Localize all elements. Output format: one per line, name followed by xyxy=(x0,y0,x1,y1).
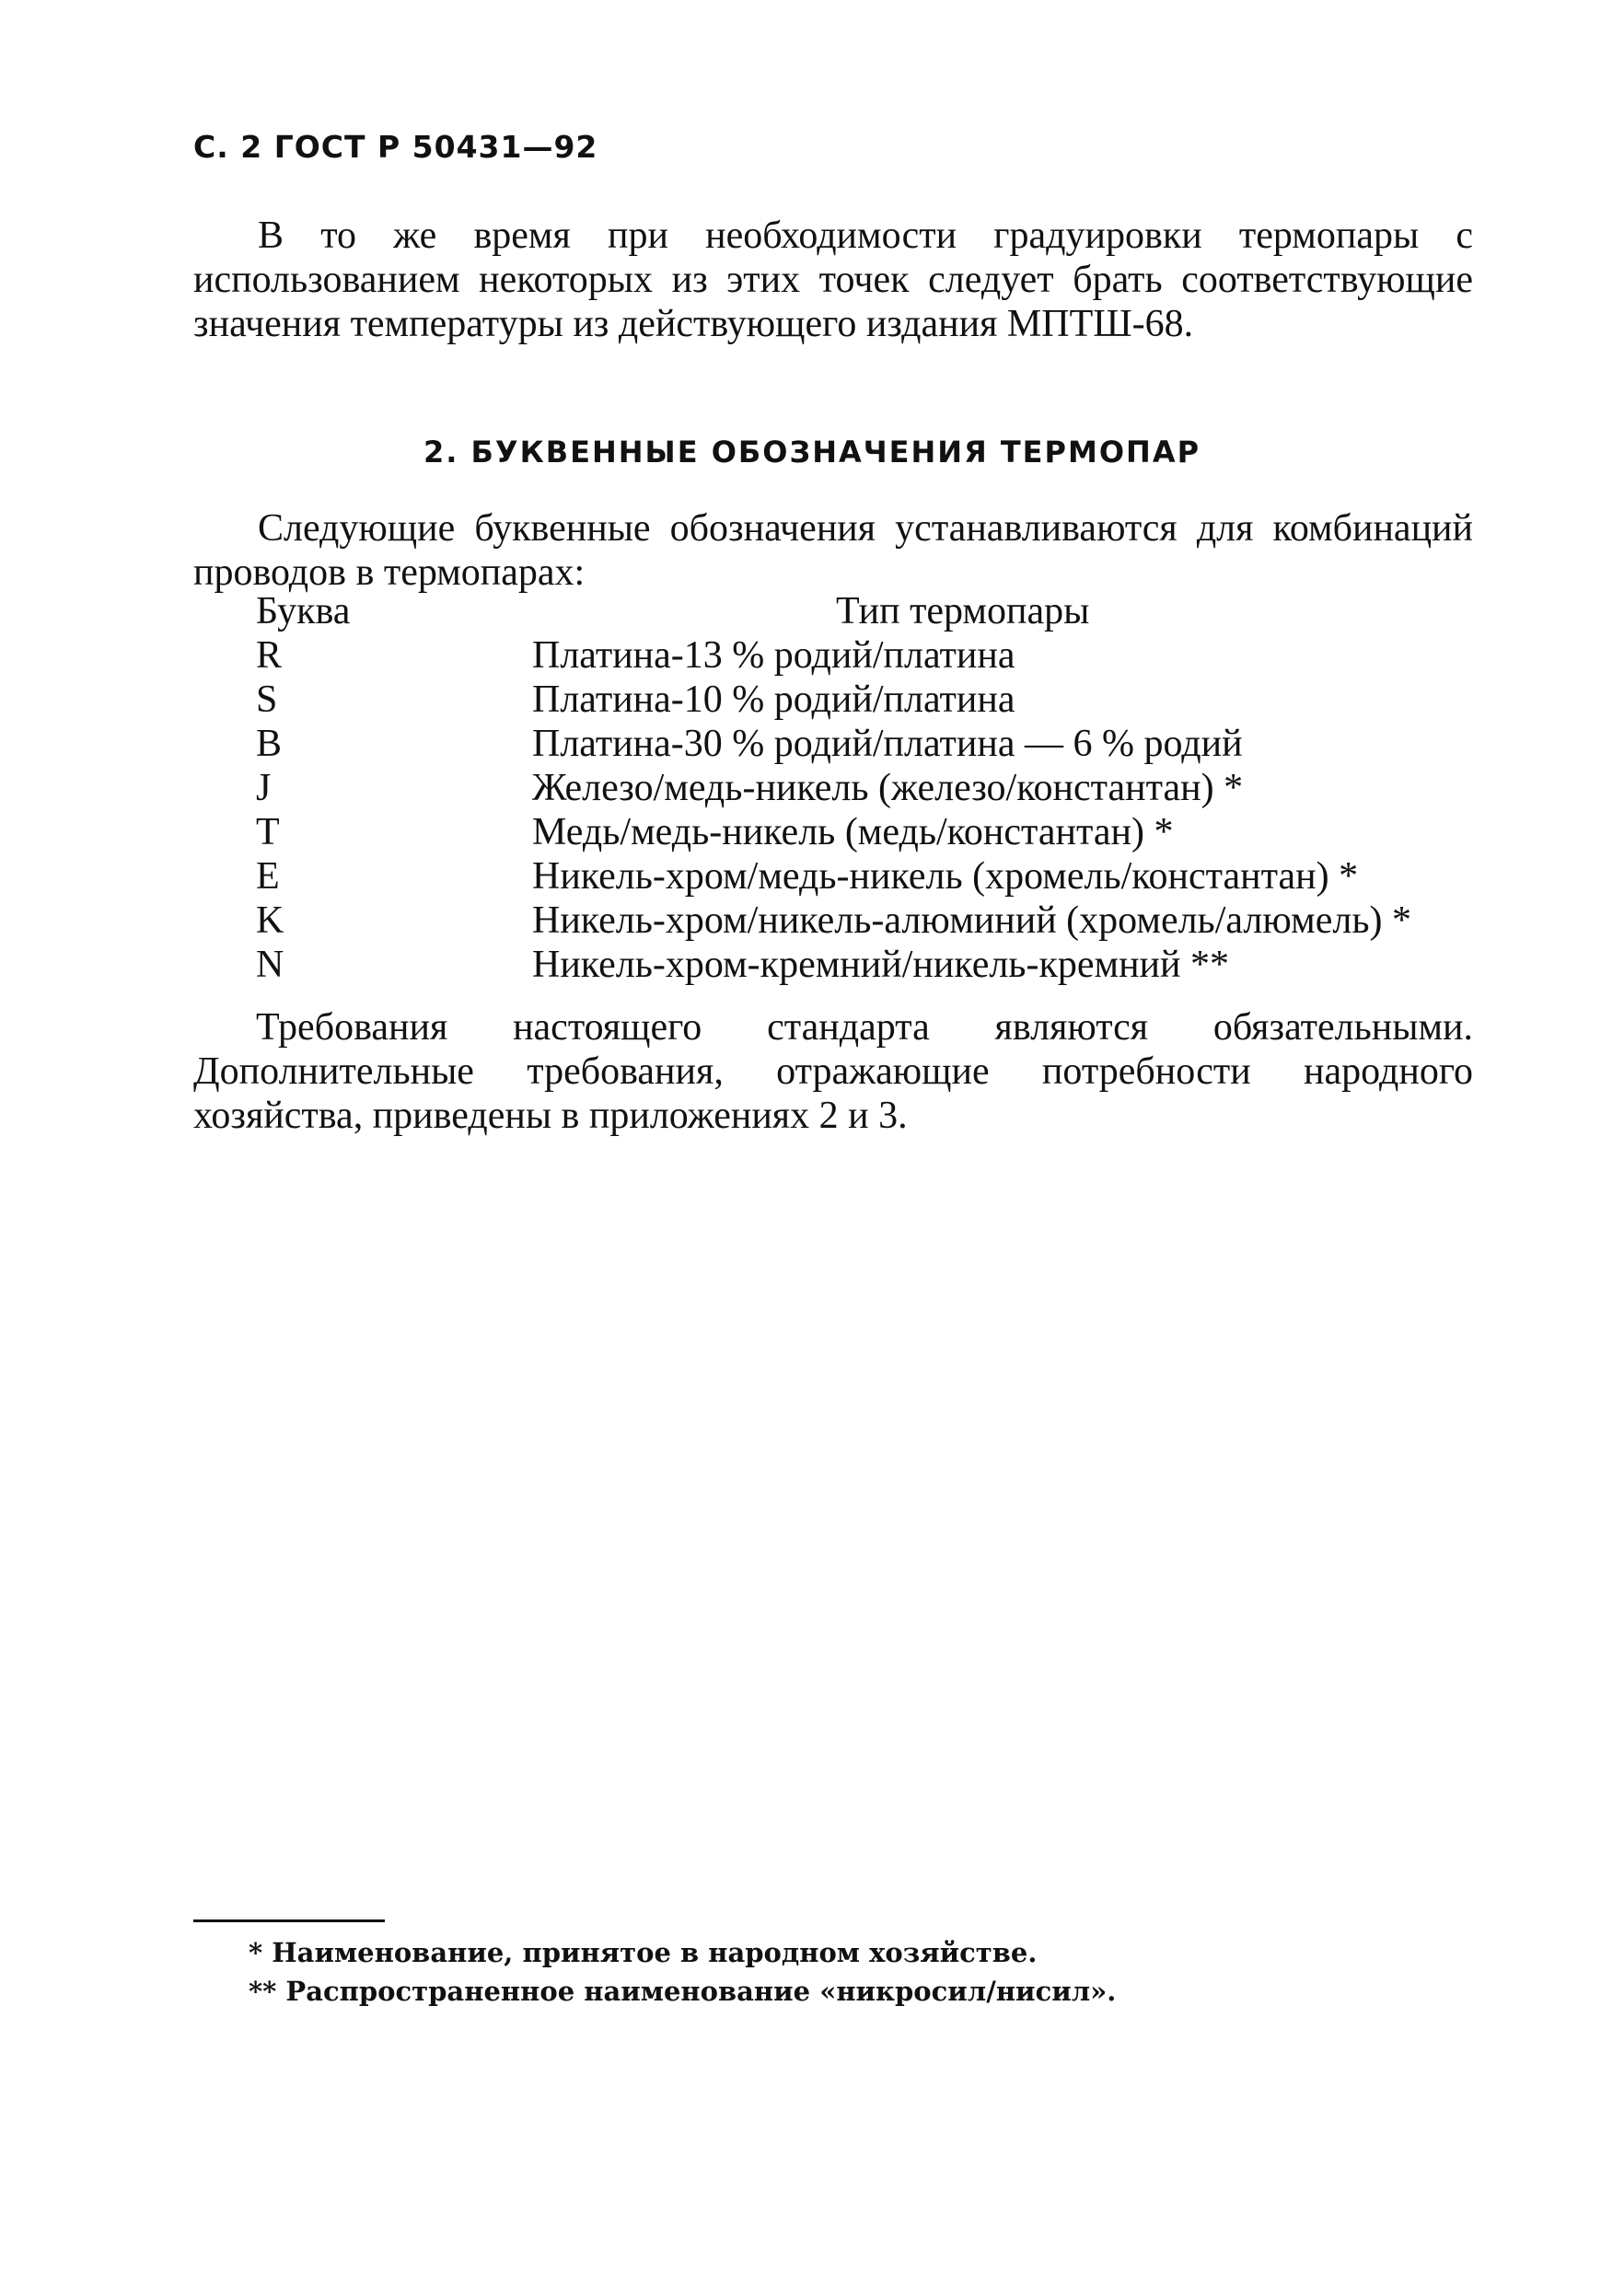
table-row xyxy=(256,678,1473,722)
row-type: Платина-30 % родий/платина — 6 % родий xyxy=(532,723,1243,765)
row-type: Медь/медь-никель (медь/константан) * xyxy=(532,811,1174,853)
row-type: Никель-хром/никель-алюминий (хромель/алюмель) * xyxy=(532,899,1411,942)
table-row xyxy=(256,722,1473,766)
table-row xyxy=(256,899,1473,943)
thermocouple-table xyxy=(256,589,1473,987)
row-type: Никель-хром/медь-никель (хромель/константан) * xyxy=(532,855,1359,898)
row-letter: J xyxy=(256,767,272,809)
requirements-paragraph xyxy=(193,1005,1473,1138)
footnote-item: * Наименование, принятое в народном хозяйстве. xyxy=(249,1937,1038,1968)
row-letter: E xyxy=(256,855,280,898)
row-letter: R xyxy=(256,634,283,677)
table-row xyxy=(256,810,1473,854)
footnote-separator xyxy=(193,1919,385,1922)
table-row xyxy=(256,766,1473,810)
intro-paragraph: В то же время при необходимости градуировки термопары с использованием некоторых из этих точек следует брать соответствующие значения температуры из действующего издания МПТШ-68. xyxy=(193,215,1473,345)
section-intro-paragraph: Следующие буквенные обозначения устанавливаются для комбинаций проводов в термопарах: xyxy=(193,507,1473,594)
table-row xyxy=(256,854,1473,899)
row-type: Железо/медь-никель (железо/константан) * xyxy=(532,767,1244,809)
row-letter: B xyxy=(256,723,283,765)
row-letter: T xyxy=(256,811,280,853)
table-header-row xyxy=(256,589,1473,633)
table-row xyxy=(256,633,1473,678)
footnote-item: ** Распространенное наименование «никросил/нисил». xyxy=(249,1976,1117,2007)
requirements-mandatory-line: Требования настоящего стандарта являются обязательными. xyxy=(256,1006,1473,1049)
row-type: Платина-13 % родий/платина xyxy=(532,634,1015,677)
letter-column-header: Буква xyxy=(256,590,351,632)
type-column-header: Тип термопары xyxy=(836,590,1090,632)
row-letter: K xyxy=(256,899,284,942)
requirements-additional-line: Дополнительные требования, отражающие потребности народного хозяйства, приведены в приложениях 2 и 3. xyxy=(193,1050,1473,1137)
row-letter: S xyxy=(256,678,278,721)
row-type: Платина-10 % родий/платина xyxy=(532,678,1015,721)
row-type: Никель-хром-кремний/никель-кремний ** xyxy=(532,944,1230,986)
section-title: 2. БУКВЕННЫЕ ОБОЗНАЧЕНИЯ ТЕРМОПАР xyxy=(423,435,1201,470)
page-header: С. 2 ГОСТ Р 50431—92 xyxy=(193,129,598,165)
table-row xyxy=(256,943,1473,987)
row-letter: N xyxy=(256,944,284,986)
footnotes xyxy=(249,1933,1116,2011)
